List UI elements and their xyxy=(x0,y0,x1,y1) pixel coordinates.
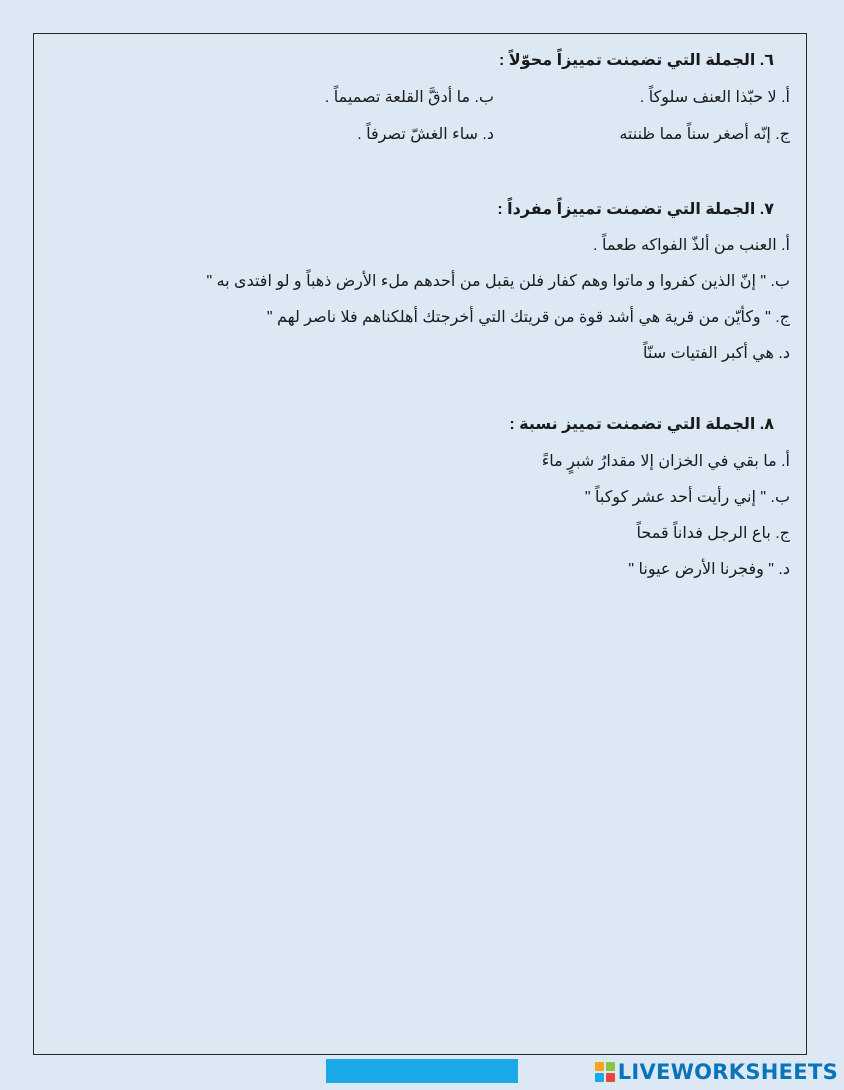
logo-square-orange xyxy=(595,1062,604,1071)
question-7-option-a[interactable]: أ. العنب من ألذّ الفواكه طعماً . xyxy=(593,237,790,254)
question-8-option-d[interactable]: د. " وفجرنا الأرض عيونا " xyxy=(628,561,790,578)
logo-square-green xyxy=(606,1062,615,1071)
finish-button[interactable] xyxy=(326,1059,518,1083)
question-7-option-b[interactable]: ب. " إنّ الذين كفروا و ماتوا وهم كفار فلن يقبل من أحدهم ملء الأرض ذهباً و لو افتدى به " xyxy=(206,273,790,290)
question-7-option-d[interactable]: د. هي أكبر الفتيات سنّاً xyxy=(643,345,790,362)
liveworksheets-logo-text: LIVEWORKSHEETS xyxy=(617,1060,838,1084)
liveworksheets-logo[interactable] xyxy=(595,1058,838,1086)
question-6-title: ٦. الجملة التي تضمنت تمييزاً محوّلاً : xyxy=(499,52,774,69)
question-8-title: ٨. الجملة التي تضمنت تمييز نسبة : xyxy=(509,416,774,433)
question-8-option-b[interactable]: ب. " إني رأيت أحد عشر كوكباً " xyxy=(584,489,790,506)
question-6-option-d[interactable]: د. ساء الغشّ تصرفاً . xyxy=(357,126,494,143)
logo-square-red xyxy=(606,1073,615,1082)
liveworksheets-logo-icon xyxy=(595,1062,615,1082)
question-6-option-b[interactable]: ب. ما أدقَّ القلعة تصميماً . xyxy=(324,89,494,106)
question-7-title: ٧. الجملة التي تضمنت تمييزاً مفرداً : xyxy=(497,201,774,218)
worksheet-page xyxy=(33,33,807,1055)
question-8-option-c[interactable]: ج. باع الرجل فداناً قمحاً xyxy=(636,525,790,542)
question-8-option-a[interactable]: أ. ما بقي في الخزان إلا مقدارُ شبرٍ ماءً xyxy=(541,453,790,470)
question-6-option-a[interactable]: أ. لا حبّذا العنف سلوكاً . xyxy=(639,89,790,106)
question-6-option-c[interactable]: ج. إنّه أصغر سناً مما ظننته xyxy=(619,126,790,143)
question-7-option-c[interactable]: ج. " وكأيّن من قرية هي أشد قوة من قريتك التي أخرجتك أهلكناهم فلا ناصر لهم " xyxy=(266,309,790,326)
logo-square-blue xyxy=(595,1073,604,1082)
